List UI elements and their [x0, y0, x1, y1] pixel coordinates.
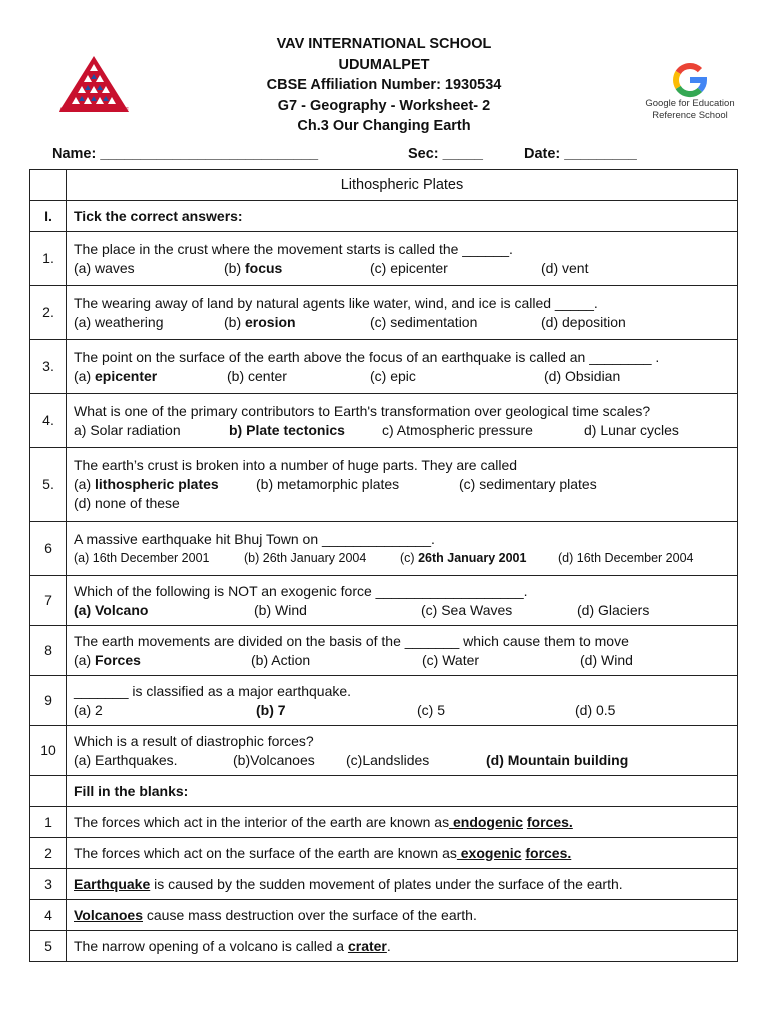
option-prefix: (a)	[74, 751, 95, 768]
table-row	[30, 869, 738, 900]
table-row	[30, 201, 738, 232]
fill-sentence	[67, 931, 738, 962]
option-text: Landslides	[362, 751, 430, 768]
section-field[interactable]: Sec: _____	[408, 146, 483, 162]
row-number-cell	[30, 170, 67, 201]
option-text: 5	[437, 701, 446, 718]
question-text: The point on the surface of the earth above the focus of an earthquake is called an ________ .	[74, 348, 660, 365]
answer-option[interactable]	[74, 701, 103, 720]
table-row	[30, 340, 738, 394]
option-text: vent	[562, 259, 589, 276]
fill-text: The forces which act in the interior of the earth are known as	[74, 813, 450, 830]
option-prefix: (c)	[370, 259, 391, 276]
table-row	[30, 838, 738, 869]
answer-option[interactable]	[229, 421, 345, 440]
option-prefix: (a)	[74, 313, 95, 330]
fill-number: 1	[30, 807, 67, 838]
question-number: 10	[30, 726, 67, 776]
answer-option[interactable]	[74, 651, 141, 670]
answer-option[interactable]	[74, 601, 148, 620]
option-correct-answer: (d) Mountain building	[486, 751, 629, 768]
option-text: 2	[95, 701, 103, 718]
table-row	[30, 576, 738, 626]
answer-options	[74, 367, 737, 386]
fill-heading: Fill in the blanks:	[67, 776, 738, 807]
table-row	[30, 931, 738, 962]
answer-option[interactable]	[224, 259, 282, 278]
answer-options	[74, 549, 737, 568]
fill-sentence	[67, 869, 738, 900]
option-text: sedimentary plates	[479, 476, 597, 492]
title-block	[200, 34, 568, 137]
answer-option[interactable]	[577, 601, 649, 620]
question-cell	[67, 726, 738, 776]
option-prefix: d)	[584, 421, 601, 438]
option-prefix: (a)	[74, 701, 95, 718]
answer-option[interactable]	[244, 549, 366, 568]
google-badge-line1: Google for Education	[645, 98, 735, 109]
option-prefix: (d)	[544, 367, 565, 384]
answer-option[interactable]	[74, 421, 181, 440]
fill-answer: crater	[347, 937, 387, 954]
section-title: Lithospheric Plates	[67, 170, 738, 201]
option-prefix: (a)	[74, 476, 95, 492]
answer-option[interactable]	[580, 651, 633, 670]
answer-option[interactable]	[422, 651, 479, 670]
option-prefix: (b)	[224, 259, 245, 276]
answer-options	[74, 601, 737, 620]
option-prefix: (c)	[370, 367, 391, 384]
option-text: epic	[390, 367, 416, 384]
table-row	[30, 448, 738, 522]
question-number: 5.	[30, 448, 67, 522]
answer-option[interactable]	[256, 701, 286, 720]
option-text: 16th December 2001	[92, 550, 210, 565]
answer-option[interactable]	[400, 549, 526, 568]
question-cell	[67, 394, 738, 448]
school-town: UDUMALPET	[338, 56, 430, 73]
question-cell	[67, 576, 738, 626]
fill-text: The narrow opening of a volcano is called a	[74, 937, 348, 954]
answer-option[interactable]	[541, 259, 588, 278]
answer-option[interactable]	[486, 751, 628, 770]
answer-option[interactable]	[74, 475, 219, 494]
affiliation-number: CBSE Affiliation Number: 1930534	[266, 77, 502, 93]
question-text: Which is a result of diastrophic forces?	[74, 732, 314, 749]
option-text: sedimentation	[390, 313, 478, 330]
table-row	[30, 676, 738, 726]
question-text: A massive earthquake hit Bhuj Town on ______________.	[74, 530, 435, 547]
answer-option[interactable]	[370, 259, 448, 278]
option-prefix: (d)	[541, 313, 562, 330]
fill-answer: endogenic	[449, 813, 523, 830]
question-cell	[67, 340, 738, 394]
answer-option[interactable]	[417, 701, 445, 720]
fill-number: 4	[30, 900, 67, 931]
question-text: Which of the following is NOT an exogenic force ___________________.	[74, 582, 528, 599]
question-number: 4.	[30, 394, 67, 448]
question-number: 3.	[30, 340, 67, 394]
fill-sentence	[67, 838, 738, 869]
question-cell	[67, 232, 738, 286]
worksheet-table	[29, 169, 738, 962]
answer-option[interactable]	[421, 601, 512, 620]
table-row	[30, 394, 738, 448]
name-field[interactable]: Name: ___________________________	[52, 146, 319, 162]
table-row	[30, 170, 738, 201]
option-correct-answer: 26th January 2001	[418, 550, 527, 565]
question-number: 2.	[30, 286, 67, 340]
question-text: _______ is classified as a major earthquake.	[74, 682, 352, 699]
answer-option[interactable]	[74, 549, 210, 568]
answer-option[interactable]	[558, 549, 694, 568]
option-prefix: (b)	[244, 550, 263, 565]
option-prefix: (d)	[577, 601, 598, 618]
option-prefix: (c)	[421, 601, 442, 618]
option-correct-answer: focus	[245, 259, 283, 276]
mcq-heading: Tick the correct answers:	[67, 201, 738, 232]
option-correct-answer: epicenter	[95, 367, 158, 384]
option-prefix: (c)	[422, 651, 443, 668]
fill-text: cause mass destruction over the surface of the earth.	[143, 906, 477, 923]
answer-option[interactable]	[346, 751, 429, 770]
option-prefix: (c)	[346, 751, 363, 768]
answer-options	[74, 701, 737, 720]
fill-text: .	[386, 937, 391, 954]
logo-tagline: AIM. ASPIRE. ACHIEVE	[58, 108, 130, 114]
option-correct-answer: (a) Volcano	[74, 601, 149, 618]
question-number: 1.	[30, 232, 67, 286]
option-text: deposition	[562, 313, 626, 330]
option-correct-answer: erosion	[245, 313, 296, 330]
option-text: Sea Waves	[441, 601, 513, 618]
answer-options	[74, 313, 737, 332]
option-text: Earthquakes.	[95, 751, 178, 768]
option-text: Action	[271, 651, 311, 668]
question-number: 6	[30, 522, 67, 576]
answer-option[interactable]	[575, 701, 615, 720]
fill-sentence	[67, 807, 738, 838]
fill-answer: forces.	[526, 813, 573, 830]
answer-options	[74, 475, 737, 494]
option-prefix: (c)	[417, 701, 438, 718]
question-number: 8	[30, 626, 67, 676]
answer-option[interactable]	[74, 259, 135, 278]
option-text: 26th January 2004	[262, 550, 367, 565]
answer-option-extra[interactable]: (d) none of these	[74, 495, 180, 511]
fill-sentence	[67, 900, 738, 931]
fill-number: 3	[30, 869, 67, 900]
answer-option[interactable]	[254, 601, 307, 620]
option-prefix: (d)	[541, 259, 562, 276]
option-prefix: (b)	[256, 476, 277, 492]
fill-answer: Earthquake	[74, 875, 151, 892]
answer-option[interactable]	[233, 751, 315, 770]
google-badge	[640, 62, 740, 122]
option-text: Solar radiation	[90, 421, 181, 438]
option-text: Volcanoes	[250, 751, 315, 768]
answer-option[interactable]	[74, 313, 164, 332]
option-text: weathering	[95, 313, 164, 330]
option-correct-answer: b) Plate tectonics	[229, 421, 345, 438]
table-row	[30, 286, 738, 340]
answer-options	[74, 421, 737, 440]
option-text: Lunar cycles	[600, 421, 679, 438]
option-text: metamorphic plates	[277, 476, 400, 492]
option-prefix: (d)	[580, 651, 601, 668]
option-prefix: (a)	[74, 367, 95, 384]
answer-option[interactable]	[541, 313, 626, 332]
question-text: The place in the crust where the movement starts is called the ______.	[74, 240, 513, 257]
fill-answer: Volcanoes	[74, 906, 143, 923]
answer-options	[74, 751, 737, 770]
option-prefix: (a)	[74, 259, 95, 276]
option-text: 16th December 2004	[576, 550, 694, 565]
table-row	[30, 776, 738, 807]
question-cell	[67, 286, 738, 340]
table-row	[30, 726, 738, 776]
answer-option[interactable]	[256, 475, 399, 494]
worksheet-header	[0, 0, 768, 140]
option-prefix: (b)	[227, 367, 248, 384]
option-prefix: a)	[74, 421, 91, 438]
answer-option[interactable]	[74, 367, 157, 386]
fill-text: The forces which act on the surface of the earth are known as	[74, 844, 457, 861]
option-prefix: (c)	[370, 313, 391, 330]
question-cell	[67, 522, 738, 576]
question-text: What is one of the primary contributors to Earth's transformation over geological time scales?	[74, 402, 651, 419]
chapter-title: Ch.3 Our Changing Earth	[297, 118, 471, 134]
option-text: center	[248, 367, 287, 384]
fill-answer: forces.	[525, 844, 572, 861]
question-cell	[67, 676, 738, 726]
answer-option[interactable]	[224, 313, 296, 332]
question-text: The earth’s crust is broken into a number of huge parts. They are called	[74, 457, 518, 473]
option-text: Obsidian	[565, 367, 621, 384]
option-text: epicenter	[390, 259, 448, 276]
option-prefix: (a)	[74, 651, 95, 668]
section-number: I.	[30, 201, 67, 232]
option-text: Glaciers	[598, 601, 650, 618]
answer-option[interactable]	[251, 651, 310, 670]
question-text: The earth movements are divided on the basis of the _______ which cause them to move	[74, 632, 629, 649]
question-cell	[67, 626, 738, 676]
school-name: VAV INTERNATIONAL SCHOOL	[276, 36, 492, 52]
question-number: 9	[30, 676, 67, 726]
table-row	[30, 522, 738, 576]
option-text: 0.5	[596, 701, 616, 718]
table-row	[30, 232, 738, 286]
option-prefix: (b)	[233, 751, 251, 768]
option-prefix: (a)	[74, 550, 93, 565]
option-text: Water	[442, 651, 480, 668]
option-prefix: c)	[382, 421, 397, 438]
option-prefix: (d)	[575, 701, 596, 718]
google-g-icon	[672, 62, 708, 98]
fill-number: 5	[30, 931, 67, 962]
question-number: 7	[30, 576, 67, 626]
answer-option[interactable]	[74, 751, 178, 770]
answer-option[interactable]	[370, 313, 477, 332]
answer-option[interactable]	[370, 367, 416, 386]
option-prefix: (b)	[224, 313, 245, 330]
google-badge-line2: Reference School	[652, 110, 728, 121]
table-row	[30, 807, 738, 838]
option-prefix: (b)	[254, 601, 275, 618]
question-cell	[67, 448, 738, 522]
option-prefix: (c)	[400, 550, 419, 565]
option-text: Wind	[275, 601, 307, 618]
fill-number: 2	[30, 838, 67, 869]
option-text: Atmospheric pressure	[396, 421, 533, 438]
table-row	[30, 626, 738, 676]
answer-option[interactable]	[459, 475, 597, 494]
date-field[interactable]: Date: _________	[524, 146, 637, 162]
question-text: The wearing away of land by natural agents like water, wind, and ice is called _____.	[74, 294, 598, 311]
option-text: Wind	[601, 651, 633, 668]
option-prefix: (c)	[459, 476, 480, 492]
answer-option[interactable]	[584, 421, 679, 440]
answer-option[interactable]	[544, 367, 620, 386]
table-row	[30, 900, 738, 931]
answer-options	[74, 651, 737, 670]
option-correct-answer: Forces	[95, 651, 141, 668]
option-prefix: (d)	[558, 550, 577, 565]
option-correct-answer: (b) 7	[256, 701, 286, 718]
worksheet-subject: G7 - Geography - Worksheet- 2	[277, 97, 491, 114]
answer-options	[74, 259, 737, 278]
option-text: waves	[95, 259, 135, 276]
student-info-line	[52, 146, 652, 166]
answer-option[interactable]	[227, 367, 287, 386]
row-number-cell	[30, 776, 67, 807]
option-prefix: (b)	[251, 651, 272, 668]
option-correct-answer: lithospheric plates	[95, 476, 219, 492]
fill-answer: exogenic	[456, 844, 522, 861]
answer-option[interactable]	[382, 421, 533, 440]
fill-text: is caused by the sudden movement of plates under the surface of the earth.	[150, 875, 623, 892]
